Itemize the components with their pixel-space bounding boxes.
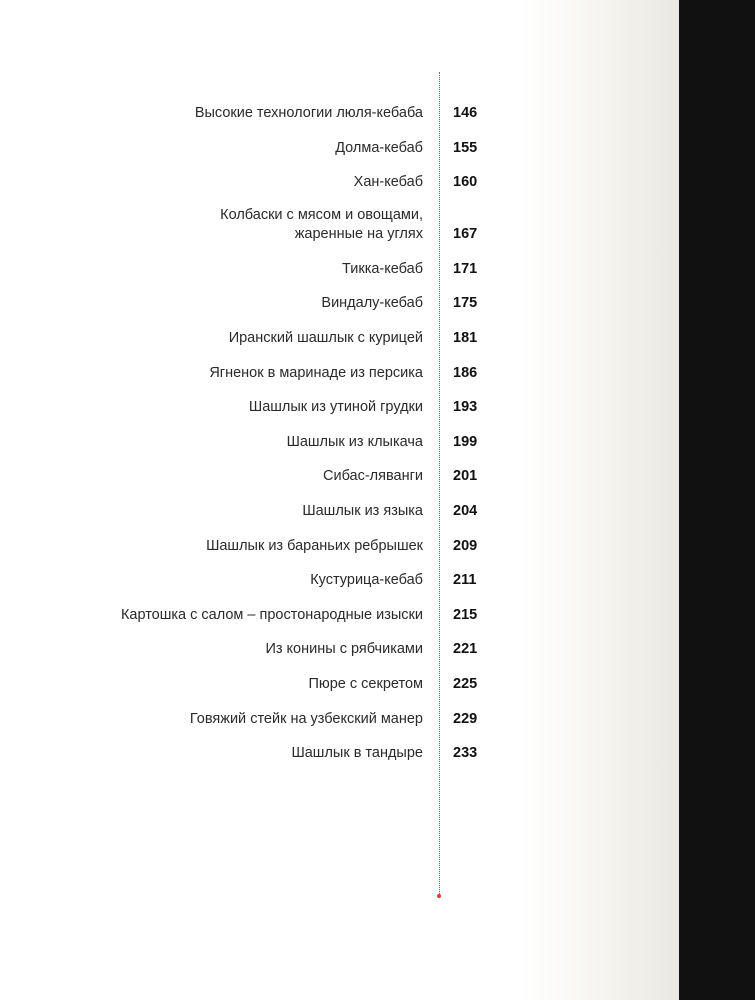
toc-entry-page: 181 — [453, 330, 478, 346]
toc-entry-title: Шашлык из утиной грудки — [248, 399, 423, 415]
toc-entry-page: 155 — [453, 140, 478, 156]
toc-entry — [60, 481, 500, 521]
toc-entry-page: 215 — [453, 607, 478, 623]
toc-entry — [60, 273, 500, 313]
toc-entry-title: Долма-кебаб — [335, 140, 423, 156]
toc-entry — [60, 654, 500, 694]
toc-entry-page: 204 — [453, 503, 478, 519]
toc-entry — [60, 204, 500, 244]
toc-entry-page: 225 — [453, 676, 478, 692]
toc-entry-title: Картошка с салом – простонародные изыски — [120, 607, 423, 623]
toc-entry-page: 201 — [453, 468, 478, 484]
toc-entry-page: 229 — [453, 711, 478, 727]
dotted-divider-line — [439, 72, 440, 896]
toc-entry-title: Из конины с рябчиками — [265, 641, 423, 657]
toc-entry-title: Шашлык в тандыре — [291, 745, 423, 761]
toc-entry-title: Высокие технологии люля-кебаба — [194, 105, 423, 121]
toc-entry-page: 211 — [453, 572, 477, 588]
toc-entry-page: 209 — [453, 538, 478, 554]
toc-entry — [60, 152, 500, 192]
toc-entry-page: 171 — [453, 261, 478, 277]
toc-entry-page: 193 — [453, 399, 478, 415]
toc-entry — [60, 446, 500, 486]
toc-entry-page: 233 — [453, 745, 478, 761]
toc-entry-page: 167 — [453, 226, 478, 242]
toc-entry — [60, 377, 500, 417]
toc-entry — [60, 723, 500, 763]
toc-entry-page: 146 — [453, 105, 478, 121]
toc-entry-title: Тикка-кебаб — [342, 261, 423, 277]
toc-entry-page: 175 — [453, 295, 478, 311]
toc-entry — [60, 619, 500, 659]
toc-entry-title: Колбаски с мясом и овощами, жаренные на углях — [220, 207, 423, 242]
toc-entry-title: Сибас-ляванги — [323, 468, 423, 484]
toc-entry — [60, 308, 500, 348]
toc-entry-title: Хан-кебаб — [353, 174, 423, 190]
toc-entry — [60, 83, 500, 123]
toc-entry-page: 199 — [453, 434, 478, 450]
toc-entry-title: Пюре с секретом — [308, 676, 423, 692]
toc-entry-page: 160 — [453, 174, 478, 190]
page-edge-band — [679, 0, 755, 1000]
toc-entry-page: 221 — [453, 641, 478, 657]
toc-entry-title: Говяжий стейк на узбекский манер — [189, 711, 423, 727]
toc-entry-title: Кустурица-кебаб — [310, 572, 423, 588]
toc-entry-title: Шашлык из бараньих ребрышек — [206, 538, 423, 554]
toc-entry-title: Виндалу-кебаб — [321, 295, 423, 311]
toc-entry-title: Ягненок в маринаде из персика — [209, 365, 423, 381]
toc-entry — [60, 550, 500, 590]
toc-entry-page: 186 — [453, 365, 478, 381]
toc-entry-title: Шашлык из клыкача — [286, 434, 423, 450]
toc-entry-title: Иранский шашлык с курицей — [228, 330, 423, 346]
toc-entry-title: Шашлык из языка — [302, 503, 423, 519]
divider-end-dot — [437, 894, 441, 898]
